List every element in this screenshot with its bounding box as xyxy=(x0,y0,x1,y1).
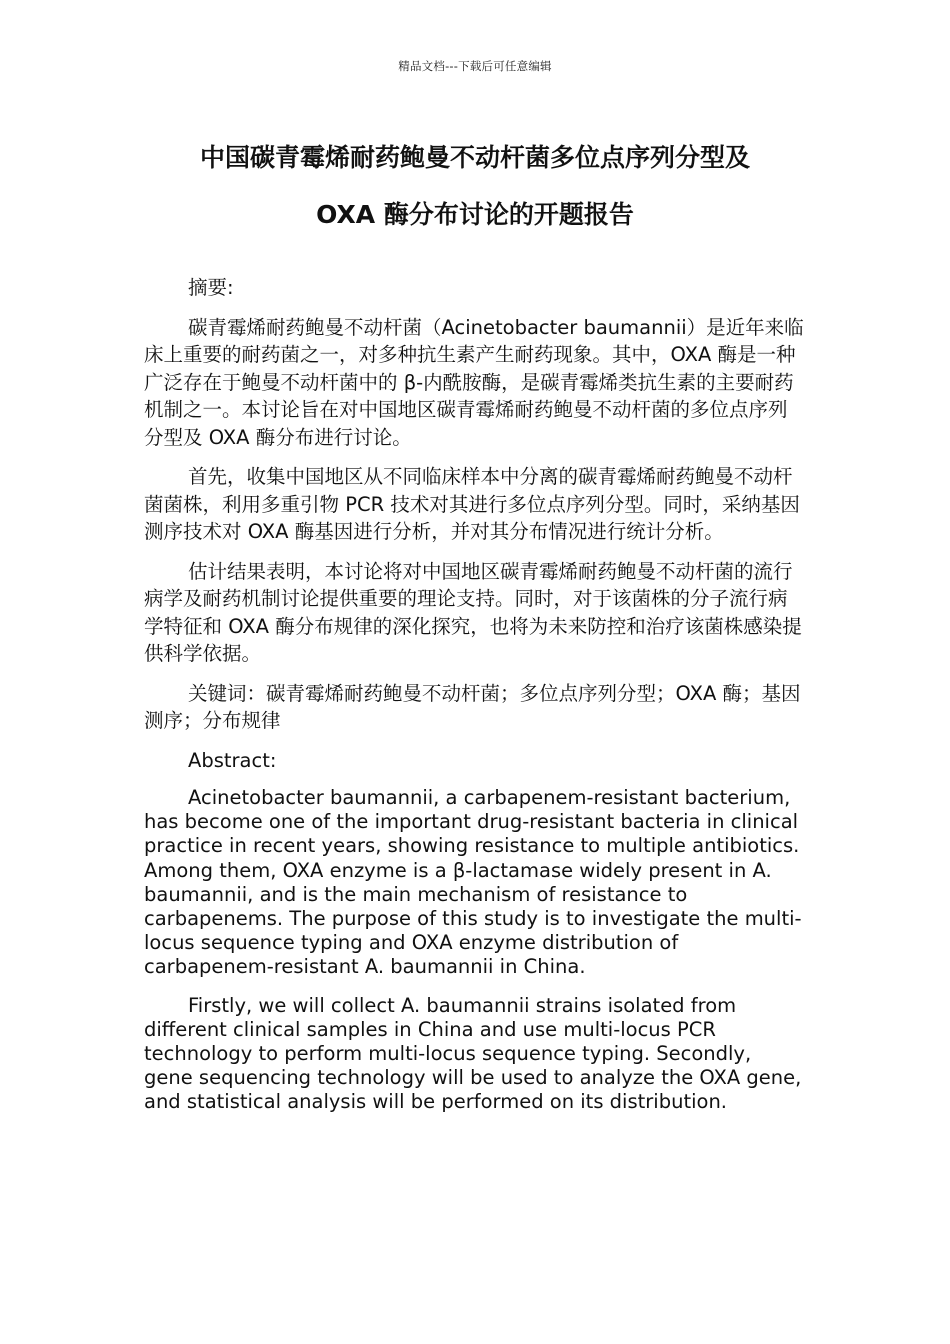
document-title-line-2: OXA 酶分布讨论的开题报告 xyxy=(316,200,634,229)
keywords-cn: 关键词：碳青霉烯耐药鲍曼不动杆菌；多位点序列分型；OXA 酶；基因测序；分布规律 xyxy=(144,681,801,732)
header-note: 精品文档---下载后可任意编辑 xyxy=(398,59,552,73)
abstract-en-heading: Abstract: xyxy=(188,748,277,772)
abstract-cn-paragraph-1: 碳青霉烯耐药鲍曼不动杆菌（Acinetobacter baumannii）是近年来临床上重要的耐药菌之一，对多种抗生素产生耐药现象。其中，OXA 酶是一种广泛存在于鲍曼不动杆菌中的 β-内酰胺酶，是碳青霉烯类抗生素的主要耐药机制之一。本讨论旨在对中国地区碳青霉烯耐药鲍曼不动杆菌的多位点序列分型及 OXA 酶分布进行讨论。 xyxy=(144,315,804,449)
abstract-cn-paragraph-3: 估计结果表明，本讨论将对中国地区碳青霉烯耐药鲍曼不动杆菌的流行病学及耐药机制讨论提供重要的理论支持。同时，对于该菌株的分子流行病学特征和 OXA 酶分布规律的深化探究，也将为未来防控和治疗该菌株感染提供科学依据。 xyxy=(144,559,802,665)
document-body xyxy=(144,274,804,1129)
abstract-en-paragraph-2: Firstly, we will collect A. baumannii strains isolated from different clinical samples in China and use multi-locus PCR technology to perform multi-locus sequence typing. Secondly, gene sequencing technology will be used to analyze the OXA gene, and statistical analysis will be performed on its distribution. xyxy=(144,993,802,1114)
abstract-cn-paragraph-2: 首先，收集中国地区从不同临床样本中分离的碳青霉烯耐药鲍曼不动杆菌菌株，利用多重引物 PCR 技术对其进行多位点序列分型。同时，采纳基因测序技术对 OXA 酶基因进行分析，并对其分布情况进行统计分析。 xyxy=(144,465,800,543)
abstract-en-paragraph-1: Acinetobacter baumannii, a carbapenem-resistant bacterium, has become one of the important drug-resistant bacteria in clinical practice in recent years, showing resistance to multiple antibiotics. Among them, OXA enzyme is a β-lactamase widely present in A. baumannii, and is the main mechanism of resistance to carbapenems. The purpose of this study is to investigate the multi-locus sequence typing and OXA enzyme distribution of carbapenem-resistant A. baumannii in China. xyxy=(144,786,802,979)
document-title-line-1: 中国碳青霉烯耐药鲍曼不动杆菌多位点序列分型及 xyxy=(199,143,750,172)
abstract-cn-heading: 摘要: xyxy=(188,276,234,299)
